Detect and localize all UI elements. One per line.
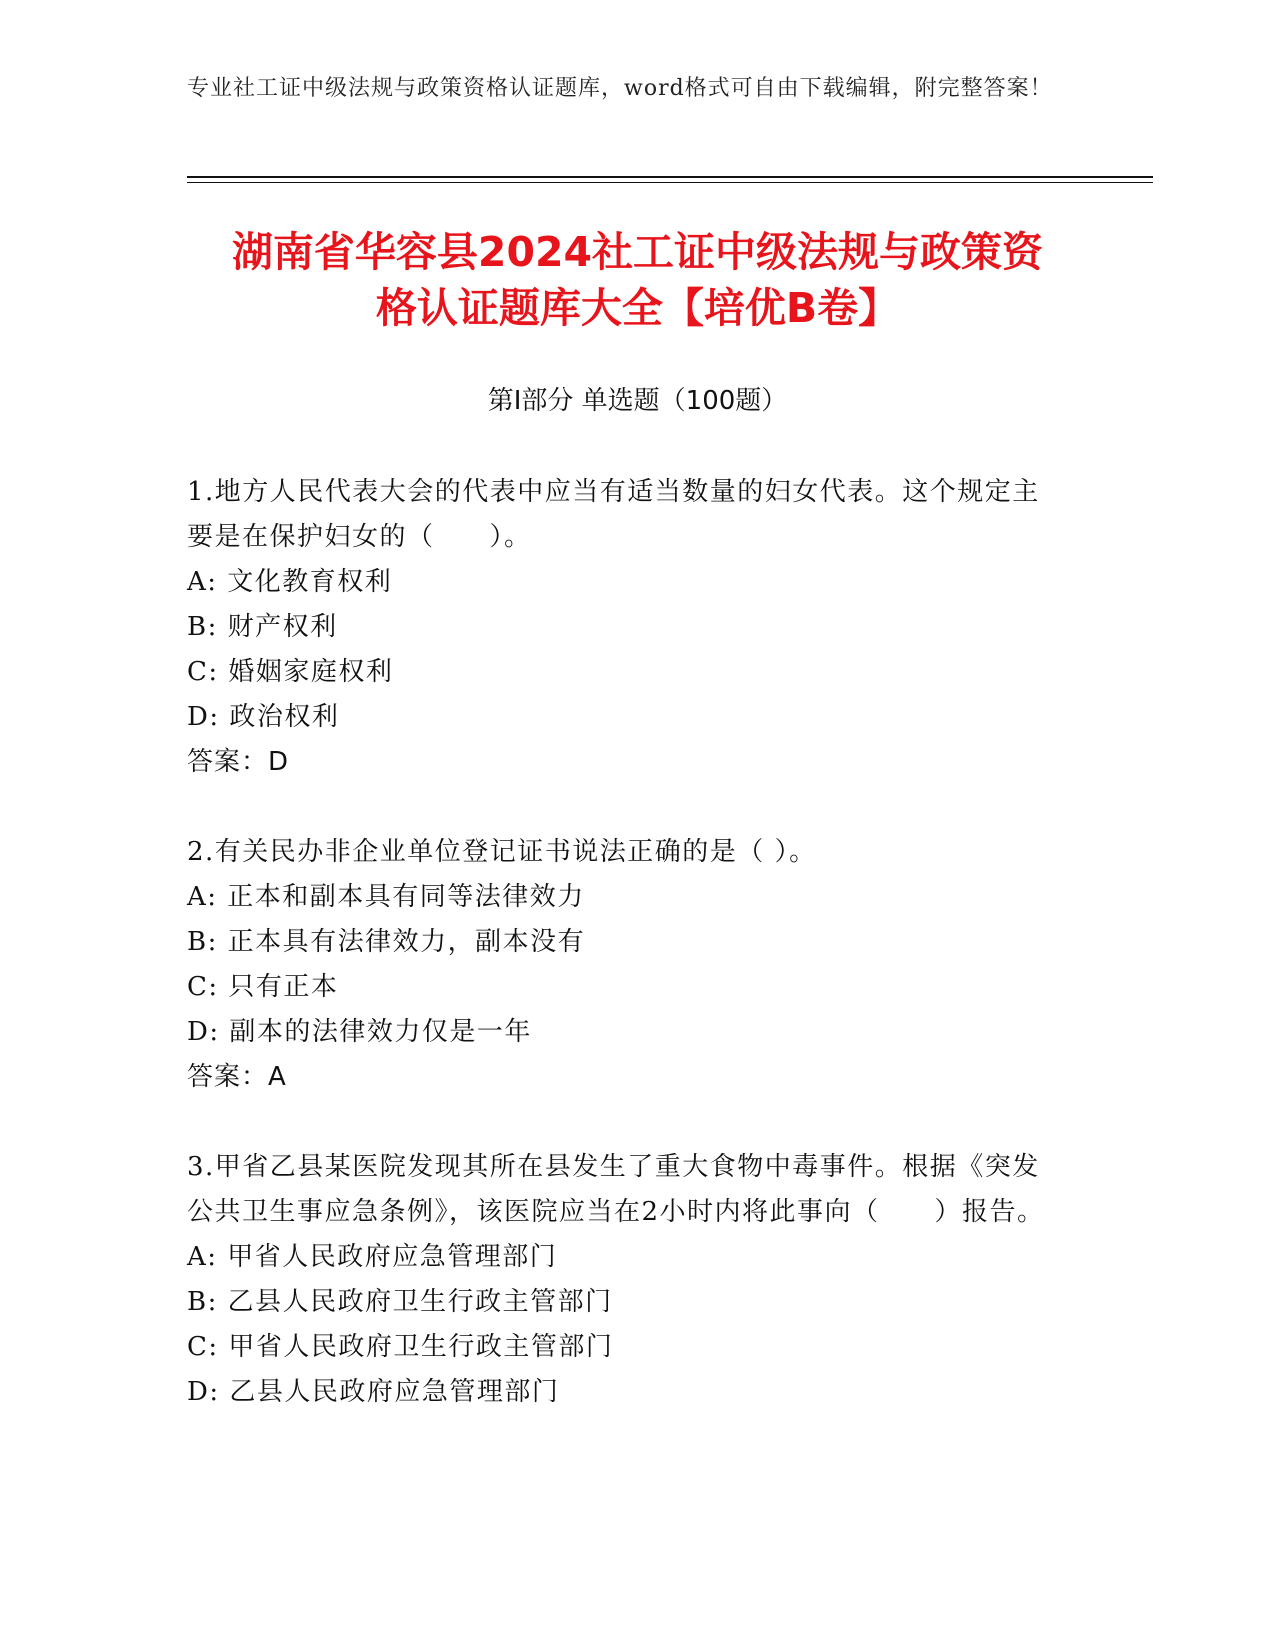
question-1 — [187, 470, 1067, 785]
document-title-line-1: 湖南省华容县2024社工证中级法规与政策资 — [231, 228, 1044, 276]
option-d: D: 乙县人民政府应急管理部门 — [187, 1377, 560, 1407]
question-stem: 3.甲省乙县某医院发现其所在县发生了重大食物中毒事件。根据《突发公共卫生事应急条例》，该医院应当在2小时内将此事向（ ）报告。 — [187, 1152, 1045, 1227]
header-rule-thin — [187, 182, 1153, 183]
option-d: D: 副本的法律效力仅是一年 — [187, 1017, 532, 1047]
question-stem: 2.有关民办非企业单位登记证书说法正确的是（ ）。 — [187, 837, 817, 867]
section-heading: 第Ⅰ部分 单选题（100题） — [487, 386, 788, 416]
question-2 — [187, 830, 1067, 1100]
option-a: A: 正本和副本具有同等法律效力 — [187, 882, 585, 912]
option-b: B: 正本具有法律效力，副本没有 — [187, 927, 586, 957]
option-b: B: 财产权利 — [187, 612, 338, 642]
question-stem: 1.地方人民代表大会的代表中应当有适当数量的妇女代表。这个规定主要是在保护妇女的（ ）。 — [187, 477, 1040, 552]
document-title-line-2: 格认证题库大全【培优B卷】 — [375, 284, 900, 332]
header-note: 专业社工证中级法规与政策资格认证题库，word格式可自由下载编辑，附完整答案！ — [187, 76, 1053, 101]
answer-line: 答案：D — [187, 747, 290, 777]
question-list — [187, 470, 1067, 1460]
header-rule-thick — [187, 176, 1153, 178]
option-c: C: 只有正本 — [187, 972, 339, 1002]
option-a: A: 文化教育权利 — [187, 567, 393, 597]
option-c: C: 婚姻家庭权利 — [187, 657, 394, 687]
option-b: B: 乙县人民政府卫生行政主管部门 — [187, 1287, 613, 1317]
option-a: A: 甲省人民政府应急管理部门 — [187, 1242, 558, 1272]
answer-line: 答案：A — [187, 1062, 287, 1092]
question-3 — [187, 1145, 1067, 1415]
document-title — [150, 224, 1125, 336]
option-c: C: 甲省人民政府卫生行政主管部门 — [187, 1332, 614, 1362]
option-d: D: 政治权利 — [187, 702, 340, 732]
